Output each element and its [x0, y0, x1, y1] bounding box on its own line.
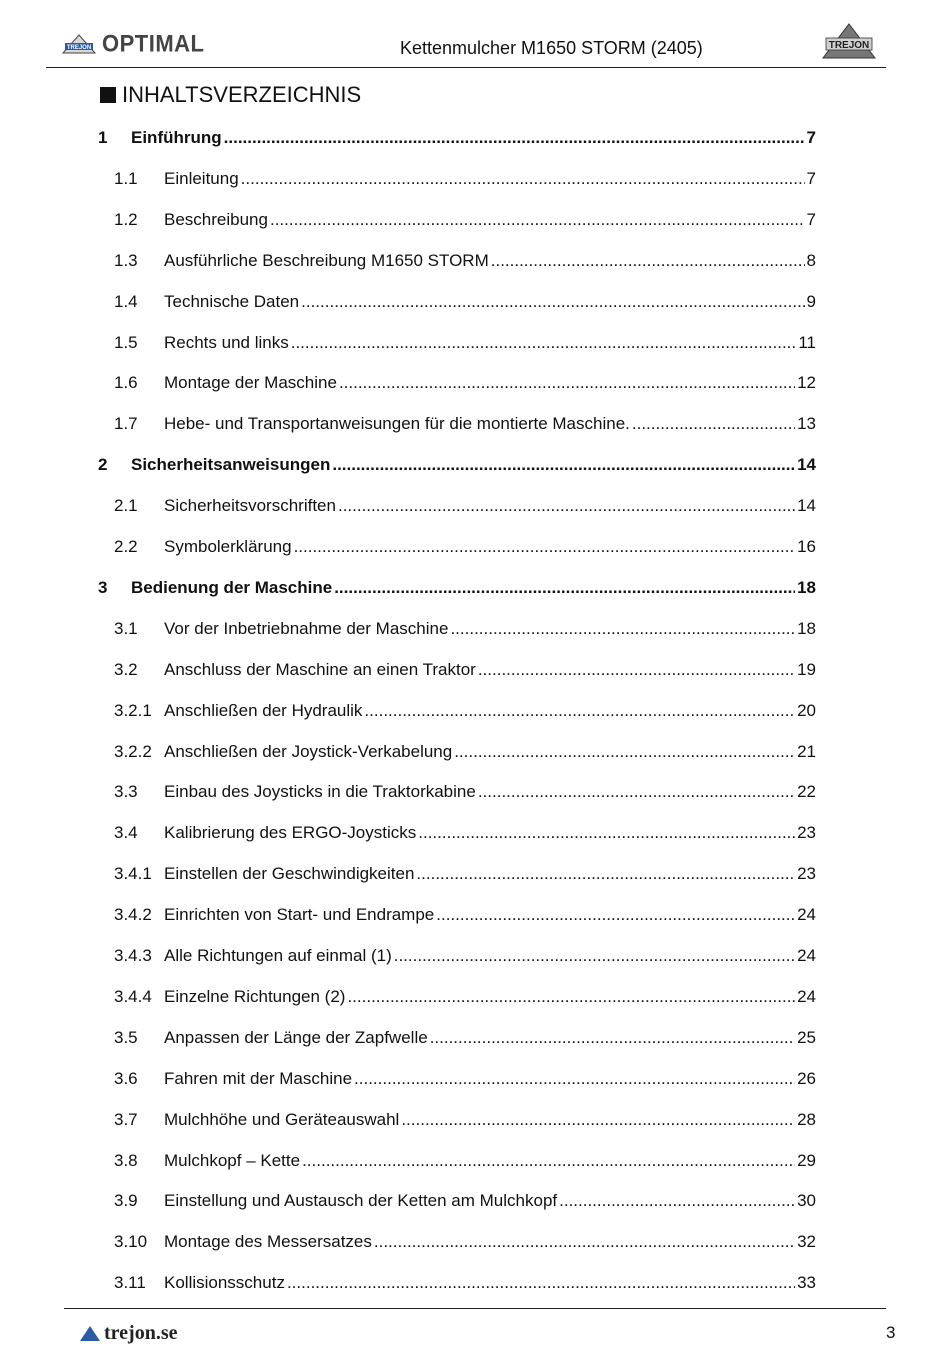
toc-entry-number: 3.7 — [114, 1109, 138, 1129]
toc-dot-leader — [291, 333, 797, 353]
toc-entry-page: 23 — [797, 823, 816, 843]
toc-entry-number: 1 — [98, 128, 108, 147]
toc-entry-title: Ausführliche Beschreibung M1650 STORM — [164, 250, 489, 270]
toc-entry-title: Symbolerklärung — [164, 537, 292, 556]
document-title: Kettenmulcher M1650 STORM (2405) — [400, 38, 703, 58]
toc-entry-title: Einstellen der Geschwindigkeiten — [164, 864, 415, 884]
header-divider — [46, 67, 886, 68]
toc-dot-leader — [454, 742, 795, 762]
toc-entry-number: 3.2.1 — [114, 700, 152, 720]
toc-dot-leader — [374, 1232, 795, 1252]
toc-entry[interactable] — [98, 701, 816, 725]
toc-entry[interactable] — [98, 292, 816, 316]
toc-dot-leader — [334, 578, 795, 598]
toc-heading-text: INHALTSVERZEICHNIS — [122, 82, 362, 107]
toc-entry-number: 3.10 — [114, 1232, 148, 1252]
toc-entry-number: 3.9 — [114, 1191, 138, 1211]
toc-dot-leader — [294, 537, 796, 557]
toc-entry-title: Einführung — [131, 128, 222, 147]
toc-entry-page: 13 — [797, 414, 816, 434]
toc-entry[interactable] — [98, 455, 816, 479]
toc-entry-number: 3.4.4 — [114, 986, 152, 1006]
toc-entry-number: 1.2 — [114, 209, 138, 229]
toc-entry-page: 14 — [797, 455, 816, 475]
footer-divider — [64, 1308, 886, 1309]
toc-entry-number: 1.6 — [114, 373, 138, 393]
toc-entry-page: 9 — [806, 291, 816, 311]
toc-entry-title: Anschließen der Hydraulik — [164, 700, 363, 720]
toc-entry-number: 3.4.3 — [114, 946, 152, 965]
toc-entry-page: 21 — [797, 741, 816, 761]
toc-entry-title: Einbau des Joysticks in die Traktorkabine — [164, 782, 476, 802]
toc-dot-leader — [338, 496, 795, 516]
toc-dot-leader — [416, 864, 795, 884]
toc-dot-leader — [339, 373, 795, 393]
toc-dot-leader — [418, 823, 795, 843]
footer-site: trejon.se — [104, 1322, 178, 1344]
toc-entry[interactable] — [98, 333, 816, 357]
toc-entry-page: 22 — [797, 782, 816, 802]
toc-dot-leader — [224, 128, 805, 148]
toc-dot-leader — [302, 1151, 795, 1171]
toc-entry-title: Sicherheitsvorschriften — [164, 496, 336, 516]
toc-dot-leader — [354, 1069, 795, 1089]
toc-dot-leader — [478, 782, 795, 802]
toc-entry-title: Einstellung und Austausch der Ketten am Mulchkopf — [164, 1191, 558, 1211]
toc-entry-number: 3.4.2 — [114, 905, 152, 925]
toc-entry[interactable] — [98, 1232, 816, 1256]
toc-entry-title: Vor der Inbetriebnahme der Maschine — [164, 618, 449, 638]
toc-entry-title: Einleitung — [164, 168, 239, 188]
toc-entry-title: Einrichten von Start- und Endrampe — [164, 905, 435, 925]
toc-entry[interactable] — [98, 1191, 816, 1215]
toc-entry-number: 3.2.2 — [114, 741, 152, 761]
toc-entry-page: 24 — [797, 946, 816, 965]
toc-entry[interactable] — [98, 1028, 816, 1052]
toc-entry-number: 1.1 — [114, 168, 138, 188]
toc-entry-page: 26 — [797, 1068, 816, 1088]
toc-entry-number: 3.11 — [114, 1273, 146, 1293]
toc-entry-title: Sicherheitsanweisungen — [131, 455, 331, 475]
footer-logo — [80, 1322, 178, 1345]
toc-entry-number: 3.6 — [114, 1068, 138, 1088]
toc-entry-title: Kollisionsschutz — [164, 1273, 285, 1293]
toc-entry-title: Fahren mit der Maschine — [164, 1068, 353, 1088]
toc-dot-leader — [241, 169, 805, 189]
toc-entry-number: 2.1 — [114, 496, 138, 516]
toc-entry-page: 25 — [797, 1027, 816, 1047]
toc-entry-page: 11 — [798, 332, 816, 352]
toc-entry[interactable] — [98, 1069, 816, 1093]
toc-entry-page: 23 — [797, 864, 816, 884]
toc-entry-title: Beschreibung — [164, 209, 268, 229]
optimal-logo — [62, 30, 205, 58]
toc-dot-leader — [559, 1191, 795, 1211]
toc-entry-page: 16 — [797, 537, 816, 556]
toc-entry[interactable] — [98, 823, 816, 847]
toc-entry-number: 3.1 — [114, 618, 138, 638]
toc-entry-title: Rechts und links — [164, 332, 289, 352]
triangle-logo-icon — [80, 1326, 100, 1341]
toc-dot-leader — [478, 660, 795, 680]
toc-entry-number: 3.5 — [114, 1027, 138, 1047]
toc-entry-number: 2.2 — [114, 537, 138, 556]
toc-entry-page: 24 — [797, 986, 816, 1006]
toc-entry-page: 33 — [797, 1273, 816, 1293]
toc-entry-page: 24 — [797, 905, 816, 925]
trejon-logo — [822, 22, 876, 60]
toc-entry-page: 7 — [806, 209, 816, 229]
toc-entry-page: 7 — [806, 128, 816, 147]
toc-dot-leader — [491, 251, 805, 271]
toc-entry[interactable] — [98, 946, 816, 970]
toc-entry-page: 12 — [797, 373, 816, 393]
toc-entry[interactable] — [98, 742, 816, 766]
toc-dot-leader — [401, 1110, 795, 1130]
toc-entry-page: 30 — [797, 1191, 816, 1211]
toc-dot-leader — [430, 1028, 795, 1048]
toc-entry[interactable] — [98, 905, 816, 929]
square-bullet-icon — [100, 87, 116, 103]
toc-entry-title: Technische Daten — [164, 291, 300, 311]
toc-dot-leader — [436, 905, 795, 925]
toc-entry[interactable] — [98, 496, 816, 520]
toc-entry[interactable] — [98, 578, 816, 602]
toc-entry-number: 3.4.1 — [114, 864, 152, 884]
toc-dot-leader — [301, 292, 804, 312]
toc-entry[interactable] — [98, 373, 816, 397]
toc-entry[interactable] — [98, 1110, 816, 1134]
toc-entry-title: Kalibrierung des ERGO-Joysticks — [164, 823, 417, 843]
toc-entry-page: 14 — [797, 496, 816, 516]
toc-entry-number: 3.3 — [114, 782, 138, 802]
toc-entry-title: Bedienung der Maschine — [131, 577, 333, 597]
toc-entry-page: 20 — [797, 700, 816, 720]
trejon-badge-icon — [62, 34, 96, 54]
toc-entry-page: 19 — [797, 659, 816, 679]
toc-dot-leader — [450, 619, 795, 639]
toc-dot-leader — [347, 987, 795, 1007]
badge-text: TREJON — [66, 45, 92, 51]
toc-entry-title: Einzelne Richtungen (2) — [164, 986, 346, 1006]
toc-entry[interactable] — [98, 414, 816, 438]
page-header — [0, 0, 950, 70]
toc-entry[interactable] — [98, 864, 816, 888]
trejon-logo-text: TREJON — [828, 40, 870, 51]
toc-entry-title: Anpassen der Länge der Zapfwelle — [164, 1027, 428, 1047]
toc-entry[interactable] — [98, 251, 816, 275]
toc-entry-number: 3 — [98, 577, 108, 597]
toc-entry-title: Mulchhöhe und Geräteauswahl — [164, 1109, 400, 1129]
toc-heading — [100, 82, 361, 108]
toc-entry[interactable] — [98, 660, 816, 684]
toc-entry[interactable] — [98, 210, 816, 234]
toc-entry-title: Montage der Maschine — [164, 373, 337, 393]
toc-entry[interactable] — [98, 1151, 816, 1175]
toc-dot-leader — [287, 1273, 795, 1293]
toc-entry[interactable] — [98, 782, 816, 806]
page-number: 3 — [886, 1323, 896, 1342]
toc-entry-number: 1.5 — [114, 332, 138, 352]
toc-entry[interactable] — [98, 169, 816, 193]
toc-entry-page: 7 — [806, 168, 816, 188]
toc-entry-title: Hebe- und Transportanweisungen für die montierte Maschine. — [164, 414, 630, 434]
toc-entry-number: 3.4 — [114, 823, 138, 843]
toc-entry-number: 1.7 — [114, 414, 138, 434]
toc-dot-leader — [332, 455, 795, 475]
toc-dot-leader — [632, 414, 795, 434]
toc-entry-title: Anschluss der Maschine an einen Traktor — [164, 659, 476, 679]
toc-entry-page: 32 — [797, 1232, 816, 1252]
toc-dot-leader — [364, 701, 795, 721]
toc-entry-title: Alle Richtungen auf einmal (1) — [164, 946, 392, 965]
toc-entry[interactable] — [98, 537, 816, 561]
toc-dot-leader — [270, 210, 805, 230]
toc-entry[interactable] — [98, 619, 816, 643]
toc-entry-page: 18 — [797, 618, 816, 638]
toc-entry[interactable] — [98, 1273, 816, 1297]
toc-entry[interactable] — [98, 987, 816, 1011]
toc-entry-page: 29 — [797, 1150, 816, 1170]
toc-entry-number: 1.4 — [114, 291, 138, 311]
toc-entry-number: 2 — [98, 455, 108, 475]
toc-entry-title: Anschließen der Joystick-Verkabelung — [164, 741, 453, 761]
toc-entry-number: 3.2 — [114, 659, 138, 679]
toc-entry-title: Montage des Messersatzes — [164, 1232, 372, 1252]
toc-entry-page: 18 — [797, 577, 816, 597]
toc-entry-page: 8 — [806, 250, 816, 270]
toc-entry-number: 1.3 — [114, 250, 138, 270]
toc-entry-page: 28 — [797, 1109, 816, 1129]
toc-entry[interactable] — [98, 128, 816, 152]
toc-entry-title: Mulchkopf – Kette — [164, 1150, 301, 1170]
toc-dot-leader — [394, 946, 795, 966]
optimal-wordmark: OPTIMAL — [102, 29, 205, 58]
toc-entry-number: 3.8 — [114, 1150, 138, 1170]
